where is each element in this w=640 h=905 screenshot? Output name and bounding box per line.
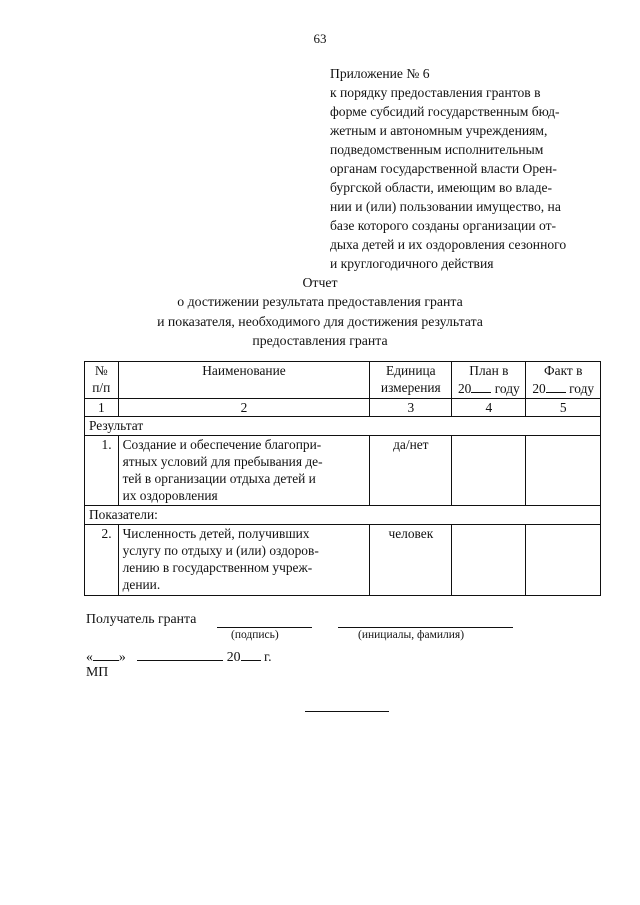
column-number: 1 [85, 399, 119, 417]
date-close-quote: » [118, 649, 126, 664]
row-name-line: дении. [122, 577, 161, 592]
section-row-result [85, 417, 601, 436]
header-fact [526, 362, 601, 399]
report-title-line: Отчет [302, 275, 338, 290]
header-name-text: Наименование [202, 363, 286, 378]
appendix-line: базе которого созданы организации от- [330, 218, 557, 233]
row-plan [452, 525, 526, 596]
header-name [118, 362, 370, 399]
end-divider [305, 711, 389, 712]
appendix-line: нии и (или) пользовании имущество, на [330, 199, 561, 214]
name-line [338, 627, 513, 628]
row-name-line: тей в организации отдыха детей и [122, 471, 316, 486]
header-unit-line: измерения [380, 380, 441, 395]
row-name-line: лению в государственном учреж- [122, 560, 313, 575]
column-number-row [85, 399, 601, 417]
appendix-line: бургской области, имеющим во владе- [330, 180, 553, 195]
stamp-label: МП [86, 664, 109, 679]
row-fact [526, 525, 601, 596]
row-plan [452, 436, 526, 506]
name-caption: (инициалы, фамилия) [358, 629, 465, 641]
row-name-line: Создание и обеспечение благопри- [122, 437, 322, 452]
blank-line [471, 379, 491, 393]
section-row-indicators [85, 506, 601, 525]
header-plan-line: План в [469, 363, 509, 378]
row-name [118, 525, 370, 596]
header-unit-line: Единица [386, 363, 436, 378]
header-plan-year [456, 379, 521, 397]
row-name [118, 436, 370, 506]
header-plan [452, 362, 526, 399]
row-unit: человек [370, 525, 452, 596]
blank-line [546, 379, 566, 393]
table-header-row [85, 362, 601, 399]
appendix-header [330, 64, 610, 273]
header-num [85, 362, 119, 399]
section-label: Показатели: [85, 506, 601, 525]
row-name-line: их оздоровления [122, 488, 218, 503]
date-year-prefix: 20 [226, 649, 241, 664]
year-blank [241, 647, 261, 661]
appendix-line: Приложение № 6 [330, 66, 430, 81]
header-fact-line: Факт в [544, 363, 583, 378]
signature-caption: (подпись) [231, 629, 279, 641]
row-num: 2. [85, 525, 119, 596]
row-num: 1. [85, 436, 119, 506]
row-name-line: ятных условий для пребывания де- [122, 454, 323, 469]
appendix-line: и круглогодичного действия [330, 256, 494, 271]
appendix-line: органам государственной власти Орен- [330, 161, 557, 176]
header-fact-year [530, 379, 596, 397]
column-number: 4 [452, 399, 526, 417]
table-row [85, 525, 601, 596]
signature-line [217, 627, 312, 628]
report-title-line: предоставления гранта [252, 332, 388, 348]
row-unit: да/нет [370, 436, 452, 506]
section-label: Результат [85, 417, 601, 436]
header-unit [370, 362, 452, 399]
header-fact-year-prefix: 20 [532, 381, 546, 396]
row-name-line: Численность детей, получивших [122, 526, 310, 541]
appendix-line: дыха детей и их оздоровления сезонного [330, 237, 567, 252]
table-row [85, 436, 601, 506]
header-num-line: п/п [92, 380, 111, 395]
date-line [86, 647, 272, 665]
report-title-line: и показателя, необходимого для достижения результата [157, 313, 483, 329]
column-number: 5 [526, 399, 601, 417]
report-title-line: о достижении результата предоставления гранта [177, 294, 463, 310]
header-fact-year-word: году [569, 381, 595, 396]
grant-recipient-label: Получатель гранта [86, 611, 197, 626]
date-year-suffix: г. [263, 649, 272, 664]
column-number: 3 [370, 399, 452, 417]
appendix-line: жетным и автономным учреждениям, [330, 123, 548, 138]
month-blank [137, 647, 223, 661]
column-number: 2 [118, 399, 370, 417]
header-plan-year-prefix: 20 [457, 381, 472, 396]
report-table [84, 361, 601, 596]
day-blank [93, 647, 119, 661]
page-number: 63 [313, 31, 327, 46]
appendix-line: форме субсидий государственным бюд- [330, 104, 560, 119]
appendix-line: к порядку предоставления грантов в [330, 85, 541, 100]
report-title [0, 273, 640, 350]
row-fact [526, 436, 601, 506]
header-num-line: № [94, 363, 108, 378]
header-plan-year-word: году [494, 381, 520, 396]
row-name-line: услугу по отдыху и (или) оздоров- [122, 543, 319, 558]
date-open-quote: « [86, 649, 93, 664]
appendix-line: подведомственным исполнительным [330, 142, 544, 157]
